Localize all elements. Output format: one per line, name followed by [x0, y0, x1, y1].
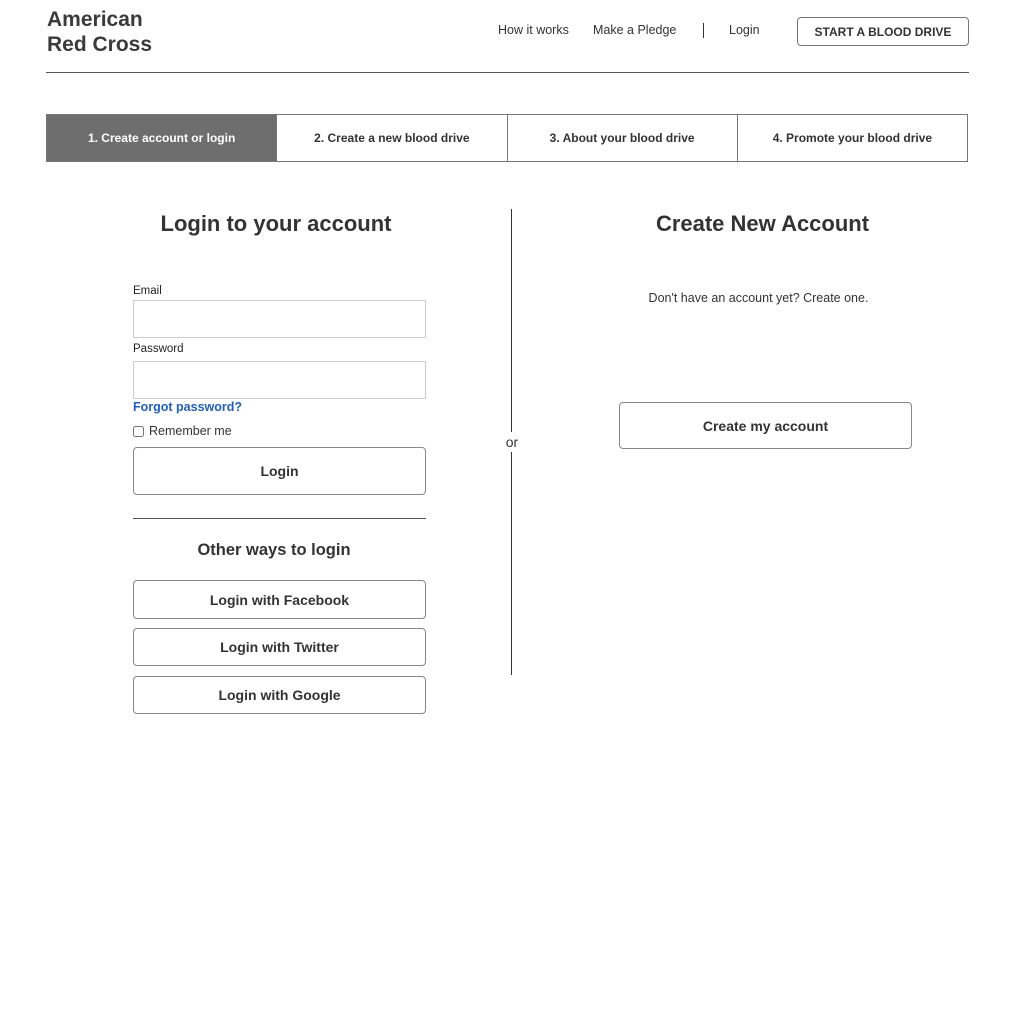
vertical-divider-bottom — [511, 452, 512, 675]
step-create-account[interactable]: 1. Create account or login — [47, 115, 276, 161]
brand-line-2: Red Cross — [47, 33, 153, 56]
step-new-blood-drive[interactable]: 2. Create a new blood drive — [276, 115, 506, 161]
email-label: Email — [133, 285, 162, 297]
create-account-text: Don't have an account yet? Create one. — [648, 291, 869, 305]
step-about-blood-drive[interactable]: 3. About your blood drive — [507, 115, 737, 161]
create-account-button[interactable]: Create my account — [619, 402, 912, 449]
login-facebook-button[interactable]: Login with Facebook — [133, 580, 426, 619]
email-field[interactable] — [133, 300, 426, 338]
password-field[interactable] — [133, 361, 426, 399]
nav-separator — [703, 23, 704, 38]
create-account-title: Create New Account — [655, 211, 870, 236]
remember-me-checkbox[interactable] — [133, 426, 144, 437]
start-blood-drive-button[interactable]: START A BLOOD DRIVE — [797, 17, 969, 46]
header-divider — [46, 72, 969, 73]
remember-me-option[interactable] — [133, 424, 232, 438]
login-button[interactable]: Login — [133, 447, 426, 495]
login-twitter-button[interactable]: Login with Twitter — [133, 628, 426, 666]
login-title: Login to your account — [160, 211, 392, 236]
login-section-divider — [133, 518, 426, 519]
remember-me-label: Remember me — [149, 424, 232, 438]
nav-how-it-works-link[interactable]: How it works — [498, 23, 569, 37]
other-ways-title: Other ways to login — [197, 541, 351, 559]
login-google-button[interactable]: Login with Google — [133, 676, 426, 714]
password-label: Password — [133, 343, 184, 355]
forgot-password-link[interactable]: Forgot password? — [133, 400, 243, 414]
brand-line-1: American — [47, 8, 143, 31]
or-separator: or — [503, 434, 521, 450]
nav-make-pledge-link[interactable]: Make a Pledge — [593, 23, 677, 37]
nav-login-link[interactable]: Login — [729, 23, 760, 37]
step-promote-blood-drive[interactable]: 4. Promote your blood drive — [737, 115, 967, 161]
top-navigation — [0, 0, 1024, 62]
vertical-divider-top — [511, 209, 512, 432]
progress-steps — [46, 114, 968, 162]
